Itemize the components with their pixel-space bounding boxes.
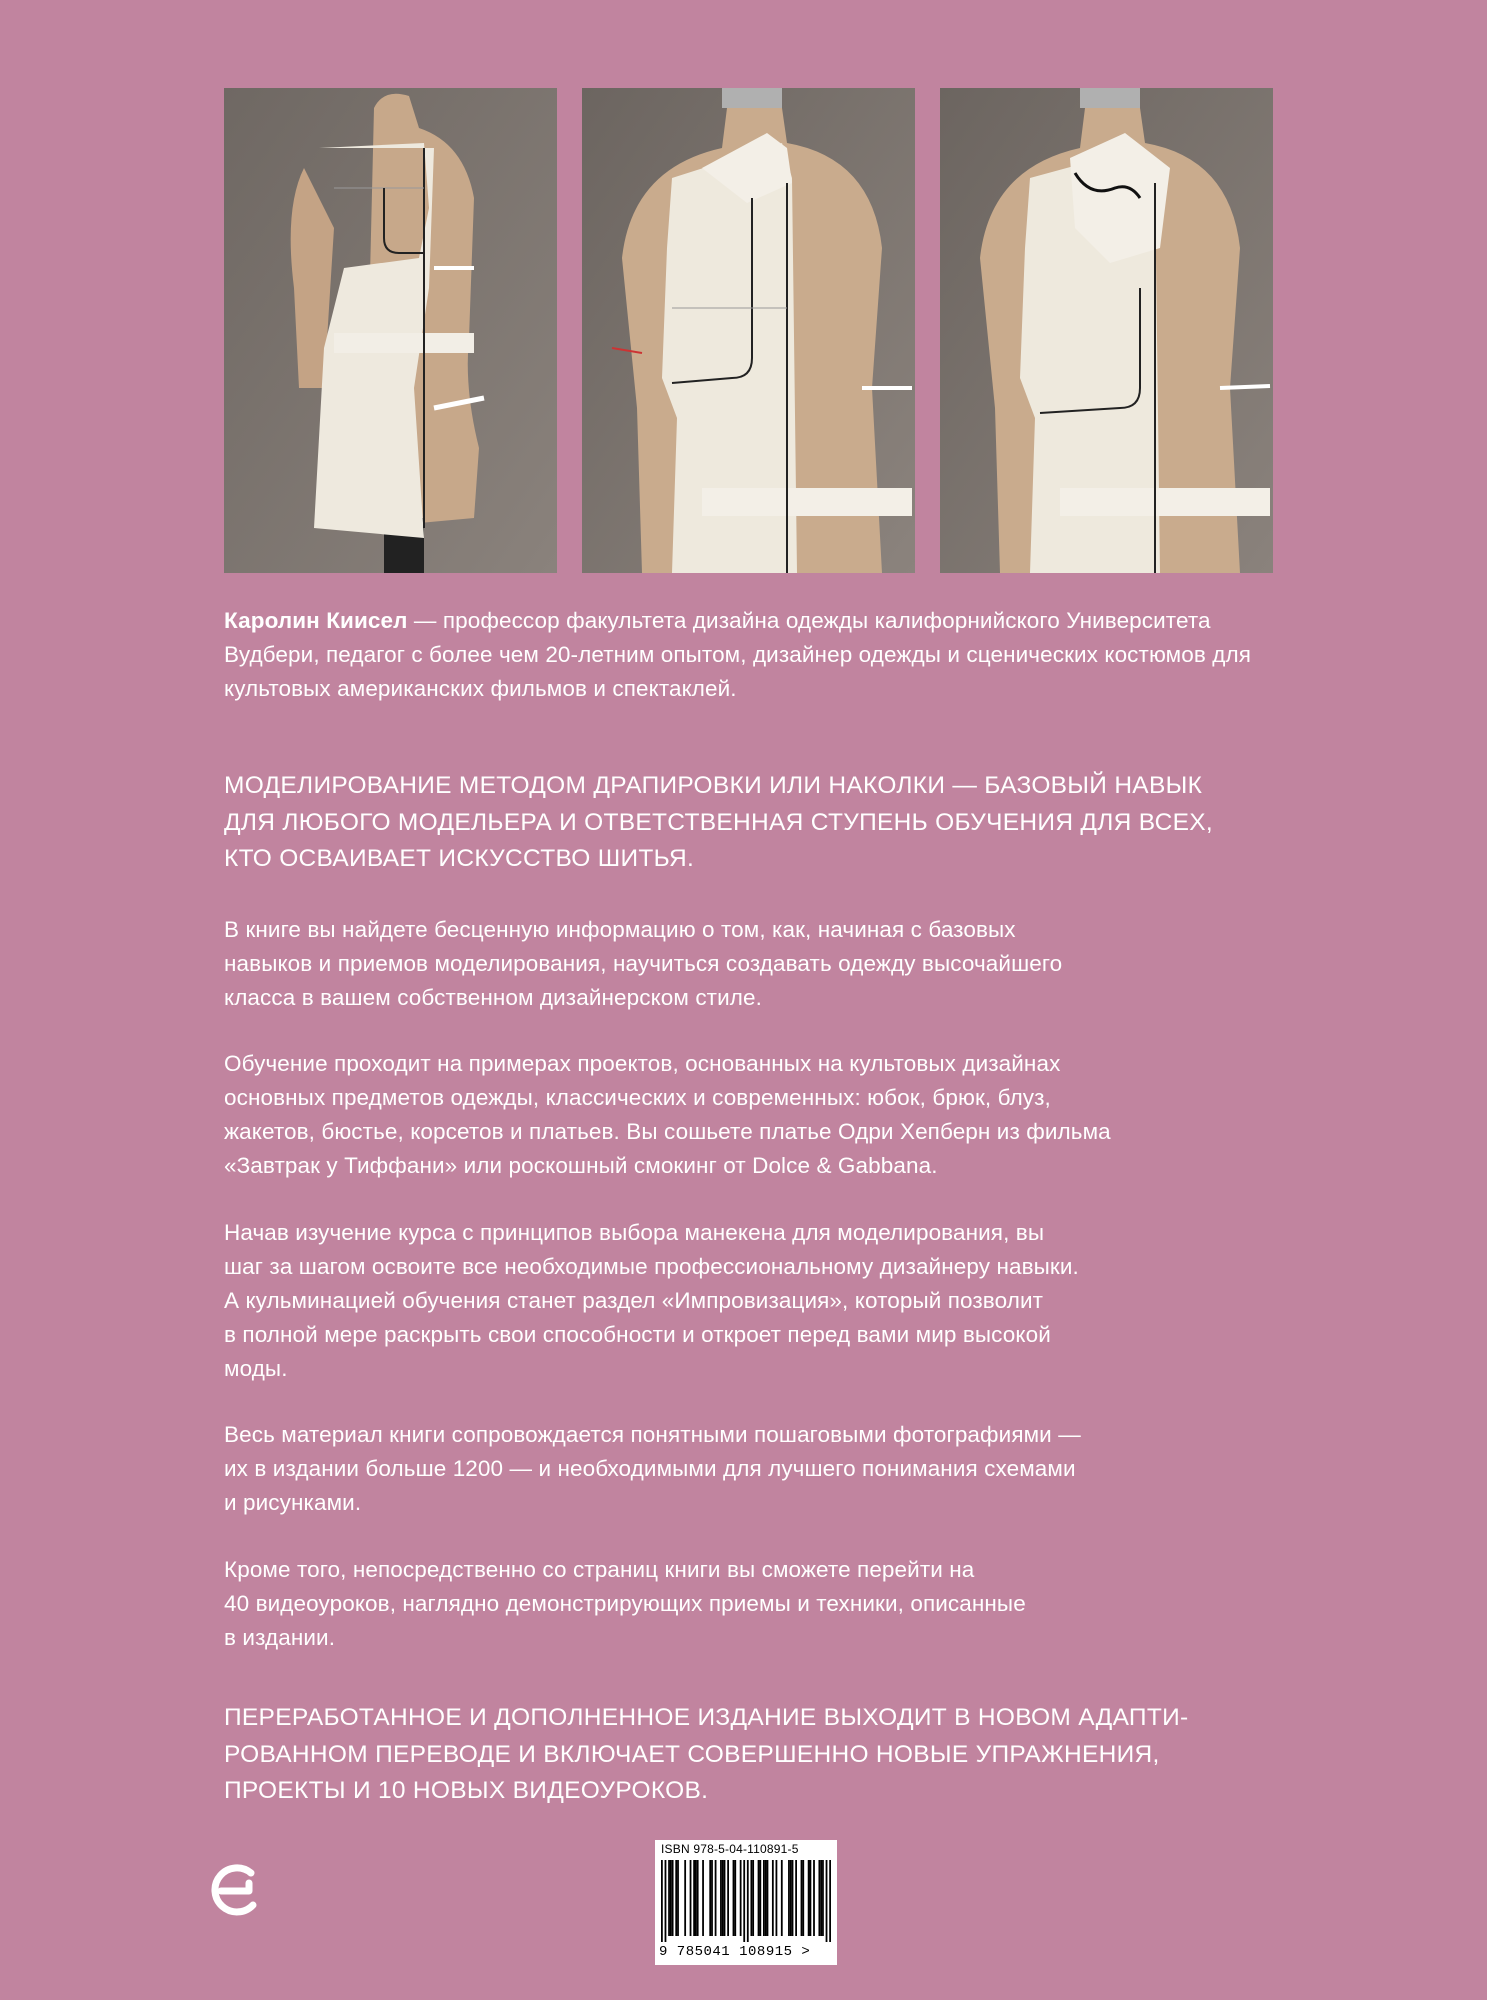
paragraph-line: Кроме того, непосредственно со страниц книги вы сможете перейти на [224, 1557, 975, 1582]
barcode-bar [672, 1860, 674, 1936]
author-name: Каролин Киисел [224, 608, 408, 633]
paragraph-line: А кульминацией обучения станет раздел «Импровизация», который позволит [224, 1288, 1044, 1313]
paragraph-line: их в издании больше 1200 — и необходимыми для лучшего понимания схемами [224, 1456, 1076, 1481]
paragraph-line: Обучение проходит на примерах проектов, основанных на культовых дизайнах [224, 1051, 1061, 1076]
barcode-bar [695, 1860, 697, 1936]
dress-form-illustration-3 [940, 88, 1273, 573]
lead-paragraph [224, 768, 1304, 878]
paragraph-line: «Завтрак у Тиффани» или роскошный смокинг от Dolce & Gabbana. [224, 1153, 938, 1178]
isbn-barcode [655, 1840, 837, 1965]
barcode-bar [665, 1860, 667, 1942]
barcode-bar [750, 1860, 752, 1936]
barcode-bar [740, 1860, 742, 1936]
barcode-bar [795, 1860, 797, 1936]
barcode-bar [792, 1860, 794, 1936]
author-bio-text: — профессор факультета дизайна одежды калифорнийского Университета Вудбери, педагог с более чем 20-летним опытом, дизайнер одежды и сценических костюмов для культовых американских фильмов и спектаклей. [224, 608, 1251, 701]
barcode-bar [802, 1860, 804, 1936]
barcode-bar [810, 1860, 812, 1936]
lead-line: КТО ОСВАИВАЕТ ИСКУССТВО ШИТЬЯ. [224, 845, 695, 872]
paragraph-5 [224, 1553, 1304, 1655]
paragraph-4 [224, 1418, 1304, 1520]
lead-line: ДЛЯ ЛЮБОГО МОДЕЛЬЕРА И ОТВЕТСТВЕННАЯ СТУПЕНЬ ОБУЧЕНИЯ ДЛЯ ВСЕХ, [224, 808, 1213, 836]
dress-form-illustration-1 [224, 88, 557, 573]
barcode-bar [743, 1860, 745, 1942]
closing-line: ПЕРЕРАБОТАННОЕ И ДОПОЛНЕННОЕ ИЗДАНИЕ ВЫХОДИТ В НОВОМ АДАПТИ- [224, 1704, 1189, 1731]
barcode-bars [661, 1860, 831, 1942]
barcode-bar [829, 1860, 831, 1942]
paragraph-line: класса в вашем собственном дизайнерском стиле. [224, 985, 762, 1010]
barcode-bar [822, 1860, 824, 1936]
barcode-bar [722, 1860, 724, 1936]
paragraph-line: в полной мере раскрыть свои способности и откроет перед вами мир высокой [224, 1322, 1051, 1347]
barcode-bar [668, 1860, 670, 1936]
barcode-bar [677, 1860, 679, 1936]
barcode-bar [820, 1860, 822, 1936]
closing-line: РОВАННОМ ПЕРЕВОДЕ И ВКЛЮЧАЕТ СОВЕРШЕННО НОВЫЕ УПРАЖНЕНИЯ, [224, 1740, 1160, 1768]
lead-line: МОДЕЛИРОВАНИЕ МЕТОДОМ ДРАПИРОВКИ ИЛИ НАКОЛКИ — БАЗОВЫЙ НАВЫК [224, 772, 1203, 799]
barcode-bar [767, 1860, 769, 1936]
barcode-bar [720, 1860, 722, 1936]
barcode-bar [670, 1860, 672, 1936]
barcode-bar [808, 1860, 810, 1936]
paragraph-line: В книге вы найдете бесценную информацию о том, как, начиная с базовых [224, 917, 1016, 942]
author-bio [224, 604, 1284, 706]
paragraph-line: основных предметов одежды, классических и современных: юбок, брюк, блуз, [224, 1085, 1051, 1110]
paragraph-3 [224, 1216, 1304, 1386]
barcode-bar [702, 1860, 704, 1936]
barcode-bar [763, 1860, 765, 1936]
barcode-bar [776, 1860, 778, 1936]
barcode-bar [765, 1860, 767, 1936]
barcode-bar [727, 1860, 729, 1936]
dress-form-illustration-2 [582, 88, 915, 573]
isbn-number: ISBN 978-5-04-110891-5 [661, 1842, 799, 1856]
paragraph-line: навыков и приемов моделирования, научиться создавать одежду высочайшего [224, 951, 1063, 976]
barcode-bar [758, 1860, 760, 1936]
barcode-bar [747, 1860, 749, 1942]
barcode-bar [734, 1860, 736, 1936]
paragraph-line: в издании. [224, 1625, 336, 1650]
barcode-bar [684, 1860, 686, 1936]
barcode-bar [724, 1860, 726, 1936]
paragraph-line: и рисунками. [224, 1490, 362, 1515]
paragraph-line: 40 видеоуроков, наглядно демонстрирующих приемы и техники, описанные [224, 1591, 1026, 1616]
barcode-bar [709, 1860, 711, 1936]
barcode-bar [801, 1860, 803, 1936]
paragraph-line: Весь материал книги сопровождается понятными пошаговыми фотографиями — [224, 1422, 1081, 1447]
paragraph-line: моды. [224, 1356, 288, 1381]
paragraph-line: Начав изучение курса с принципов выбора манекена для моделирования, вы [224, 1220, 1045, 1245]
paragraph-line: шаг за шагом освоите все необходимые профессиональному дизайнеру навыки. [224, 1254, 1079, 1279]
barcode-bar [661, 1860, 663, 1942]
barcode-bar [781, 1860, 783, 1936]
paragraph-1 [224, 913, 1304, 1015]
dress-form-photo-2 [582, 88, 915, 573]
barcode-bar [693, 1860, 695, 1936]
barcode-bar [788, 1860, 790, 1936]
barcode-bar [826, 1860, 828, 1942]
dress-form-photo-1 [224, 88, 557, 573]
barcode-bar [697, 1860, 699, 1936]
dress-form-photo-3 [940, 88, 1273, 573]
barcode-bar [813, 1860, 815, 1936]
barcode-bar [759, 1860, 761, 1936]
closing-paragraph [224, 1700, 1304, 1810]
barcode-bar [711, 1860, 713, 1936]
paragraph-2 [224, 1047, 1304, 1183]
barcode-bar [715, 1860, 717, 1936]
eksmo-e-logo-icon [207, 1861, 265, 1919]
barcode-bar [752, 1860, 754, 1936]
paragraph-line: жакетов, бюстье, корсетов и платьев. Вы сошьете платье Одри Хепберн из фильма [224, 1119, 1111, 1144]
barcode-bar [790, 1860, 792, 1936]
barcode-bar [690, 1860, 692, 1936]
barcode-bar [818, 1860, 820, 1936]
closing-line: ПРОЕКТЫ И 10 НОВЫХ ВИДЕОУРОКОВ. [224, 1777, 709, 1804]
barcode-bar [733, 1860, 735, 1936]
barcode-bar [675, 1860, 677, 1936]
ean-digits: 9 785041 108915 > [659, 1944, 811, 1960]
barcode-bar [772, 1860, 774, 1936]
